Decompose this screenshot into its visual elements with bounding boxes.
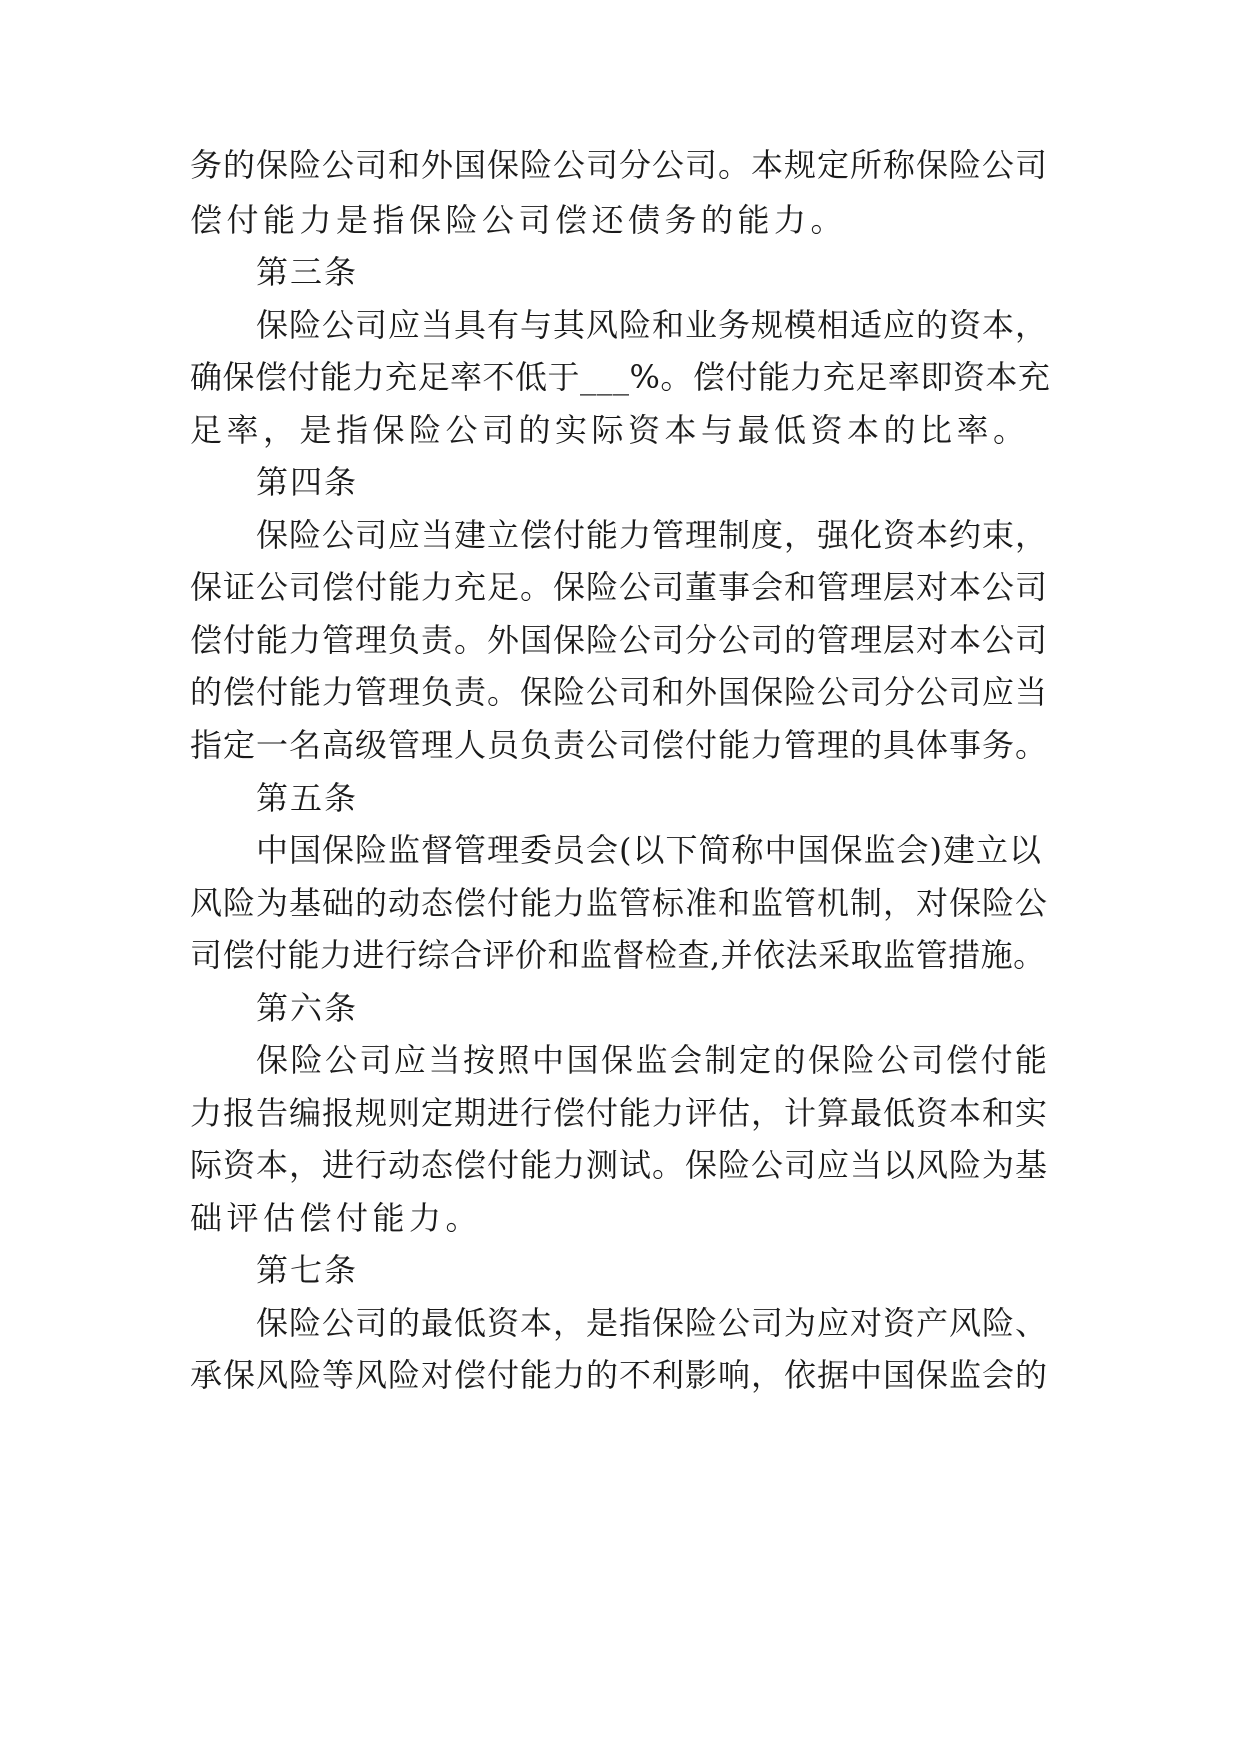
text-line: 指定一名高级管理人员负责公司偿付能力管理的具体事务。 [190,726,1049,764]
text-line: 际资本，进行动态偿付能力测试。保险公司应当以风险为基 [190,1146,1049,1184]
document-page [190,0,1050,1754]
text-line: 承保风险等风险对偿付能力的不利影响，依据中国保监会的 [190,1356,1049,1394]
article-heading: 第四条 [256,463,359,501]
text-line: 保险公司应当建立偿付能力管理制度，强化资本约束， [256,516,1049,554]
text-line: 风险为基础的动态偿付能力监管标准和监管机制，对保险公 [190,884,1049,922]
text-line: 保险公司的最低资本，是指保险公司为应对资产风险、 [256,1304,1049,1342]
text-line: 足率，是指保险公司的实际资本与最低资本的比率。 [190,411,1030,449]
text-line: 偿付能力管理负责。外国保险公司分公司的管理层对本公司 [190,621,1049,659]
text-line: 务的保险公司和外国保险公司分公司。本规定所称保险公司 [190,146,1049,184]
article-heading: 第三条 [256,253,359,291]
text-line: 保证公司偿付能力充足。保险公司董事会和管理层对本公司 [190,568,1049,606]
text-line: 确保偿付能力充足率不低于___%。偿付能力充足率即资本充 [190,358,1051,396]
text-line: 偿付能力是指保险公司偿还债务的能力。 [190,201,848,239]
text-line: 保险公司应当按照中国保监会制定的保险公司偿付能 [256,1041,1050,1079]
text-line: 力报告编报规则定期进行偿付能力评估，计算最低资本和实 [190,1094,1049,1132]
text-line: 司偿付能力进行综合评价和监督检查,并依法采取监管措施。 [190,936,1046,974]
article-heading: 第六条 [256,989,359,1027]
text-line: 中国保险监督管理委员会(以下简称中国保监会)建立以 [256,831,1042,869]
text-line: 保险公司应当具有与其风险和业务规模相适应的资本， [256,306,1049,344]
article-heading: 第七条 [256,1251,359,1289]
article-heading: 第五条 [256,779,359,817]
text-line: 础评估偿付能力。 [190,1199,483,1237]
text-line: 的偿付能力管理负责。保险公司和外国保险公司分公司应当 [190,673,1049,711]
